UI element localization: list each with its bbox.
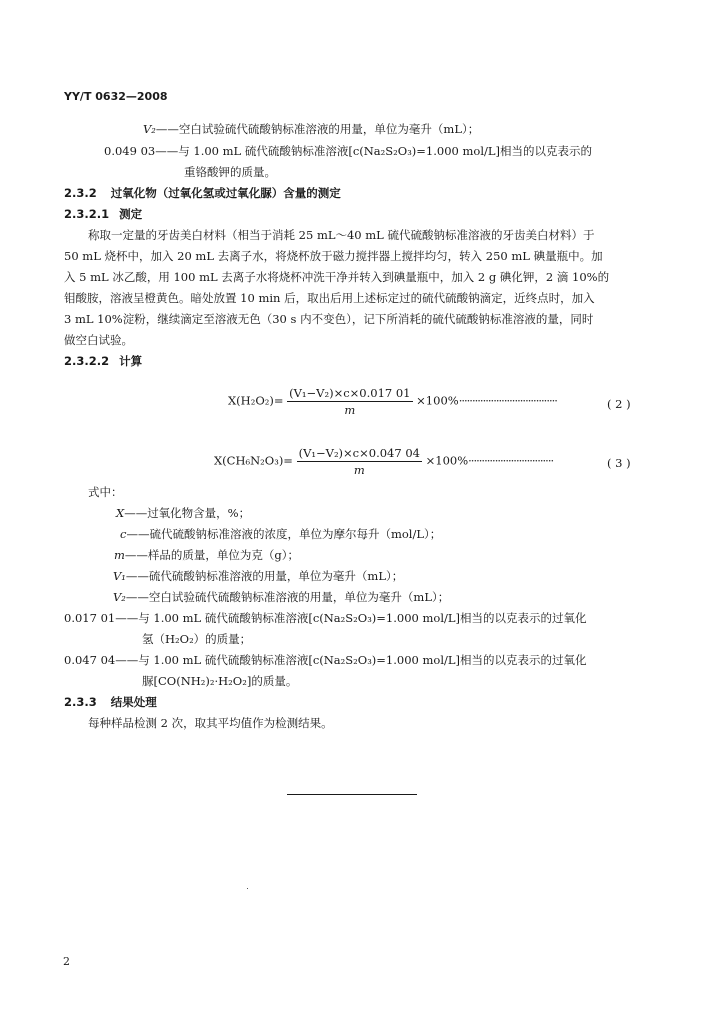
formula-rhs: ×100% [416,393,459,408]
def-dash: —— [155,144,179,158]
def-dash: —— [124,506,148,520]
formula-rhs: ×100% [425,453,469,468]
section-number: 2.3.2.1 [64,207,110,221]
procedure-line: 入 5 mL 冰乙酸，用 100 mL 去离子水将烧杯冲洗干净并转入到碘量瓶中，加入 2 g 碘化钾，2 滴 10%的 [64,270,610,284]
formula-3 [214,446,553,477]
formula-denominator: m [344,403,356,417]
def-dash: —— [125,590,149,604]
def-v2 [113,589,449,605]
standard-number: YY/T 0632—2008 [64,90,168,103]
def-symbol: 0.047 04 [64,653,116,667]
def-04704 [64,652,587,668]
def-symbol: 0.017 01 [64,611,116,625]
formula-2 [228,386,557,417]
procedure-line: 3 mL 10%淀粉，继续滴定至溶液无色（30 s 内不变色），记下所消耗的硫代硫酸钠标准溶液的量，同时 [64,312,594,326]
section-heading-2-3-2 [64,185,341,201]
def-text: 与 1.00 mL 硫代硫酸钠标准溶液[c(Na₂S₂O₃)=1.000 mol/L]相当的以克表示的过氧化 [138,653,587,667]
def-symbol: V₂ [113,590,126,604]
def-049-top [104,143,592,159]
procedure-line: 称取一定量的牙齿美白材料（相当于消耗 25 mL～40 mL 硫代硫酸钠标准溶液的牙齿美白材料）于 [88,228,595,242]
def-m [114,547,299,563]
def-text: 硫代硫酸钠标准溶液的用量，单位为毫升（mL）； [148,569,404,583]
formula-denominator: m [353,463,365,477]
formula-numerator: (V₁−V₂)×c×0.047 04 [298,446,420,460]
def-symbol: V₁ [113,569,126,583]
scan-speck [247,888,248,889]
def-text: 空白试验硫代硫酸钠标准溶液的用量，单位为毫升（mL）； [148,590,450,604]
formula-leader: ································ [468,453,554,468]
formula-fraction [287,386,412,417]
def-text: 空白试验硫代硫酸钠标准溶液的用量，单位为毫升（mL）； [178,122,480,136]
def-dash: —— [126,527,150,541]
def-049-cont: 重铬酸钾的质量。 [184,165,276,179]
section-number: 2.3.2.2 [64,354,110,368]
def-symbol: c [120,527,127,541]
formula-lhs: X(CH₆N₂O₃)= [214,453,293,468]
procedure-line: 50 mL 烧杯中，加入 20 mL 去离子水，将烧杯放于磁力搅拌器上搅拌均匀，转入 250 mL 碘量瓶中。加 [64,249,603,263]
def-text: 硫代硫酸钠标准溶液的浓度，单位为摩尔每升（mol/L）； [149,527,442,541]
def-symbol: V₂ [143,122,156,136]
def-v2-top [143,121,479,137]
equation-number-3: ( 3 ) [607,456,631,470]
section-number: 2.3.3 [64,695,97,709]
def-dash: —— [125,569,149,583]
def-text: 与 1.00 mL 硫代硫酸钠标准溶液[c(Na₂S₂O₃)=1.000 mol/L]相当的以克表示的过氧化 [138,611,587,625]
procedure-line: 钼酸胺，溶液呈橙黄色。暗处放置 10 min 后，取出后用上述标定过的硫代硫酸钠滴定，近终点时，加入 [64,291,595,305]
formula-lhs: X(H₂O₂)= [228,393,284,408]
def-01701 [64,610,587,626]
def-symbol: m [114,548,125,562]
formula-numerator: (V₁−V₂)×c×0.017 01 [289,386,411,400]
def-dash: —— [115,653,139,667]
where-label: 式中： [88,485,123,499]
def-dash: —— [124,548,148,562]
def-x [116,505,250,521]
def-dash: —— [155,122,179,136]
equation-number-2: ( 2 ) [607,397,631,411]
section-number: 2.3.2 [64,186,97,200]
def-01701-cont: 氢（H₂O₂）的质量； [142,632,252,646]
def-c [120,526,441,542]
section-heading-2-3-2-2 [64,353,142,369]
def-text: 样品的质量，单位为克（g）； [147,548,300,562]
result-text: 每种样品检测 2 次，取其平均值作为检测结果。 [88,716,333,730]
end-rule [287,794,417,795]
section-heading-2-3-2-1 [64,206,142,222]
section-title: 过氧化物（过氧化氢或过氧化脲）含量的测定 [110,186,341,200]
section-title: 测定 [119,207,143,221]
def-symbol: 0.049 03 [104,144,156,158]
formula-fraction [297,446,422,477]
def-dash: —— [115,611,139,625]
def-v1 [113,568,403,584]
procedure-line: 做空白试验。 [64,333,133,347]
section-heading-2-3-3 [64,694,157,710]
def-text: 与 1.00 mL 硫代硫酸钠标准溶液[c(Na₂S₂O₃)=1.000 mol/L]相当的以克表示的 [178,144,593,158]
def-text: 过氧化物含量，%； [147,506,251,520]
def-04704-cont: 脲[CO(NH₂)₂·H₂O₂]的质量。 [142,674,298,688]
def-symbol: X [116,506,125,520]
formula-leader: ····································· [458,393,557,408]
section-title: 结果处理 [110,695,157,709]
page-number: 2 [63,955,70,968]
section-title: 计算 [119,354,143,368]
